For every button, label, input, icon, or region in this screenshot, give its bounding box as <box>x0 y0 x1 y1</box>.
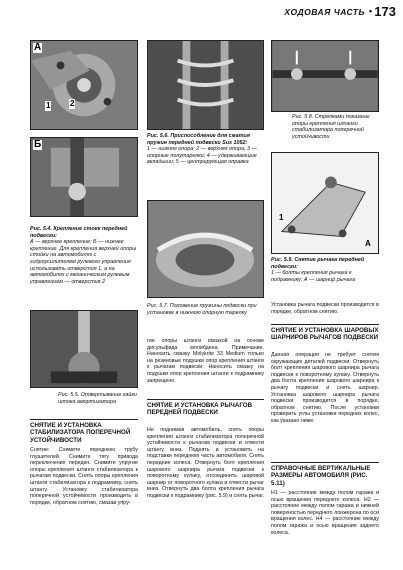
label-a: А <box>34 42 42 53</box>
figure-5-6-caption <box>147 133 264 166</box>
figure-5-6-photo <box>147 40 264 130</box>
label-b: Б <box>34 139 42 150</box>
spring-seat-image <box>148 201 263 297</box>
heading-rule <box>271 462 379 463</box>
section-heading-ball-joints: СНЯТИЕ И УСТАНОВКА ШАРОВЫХ ШАРНИРОВ РЫЧАГОВ ПОДВЕСКИ <box>271 327 379 342</box>
figure-5-4-photo-b <box>30 137 138 217</box>
spring-compressor-image <box>148 41 263 129</box>
heading-rule <box>271 324 379 325</box>
heading-rule <box>30 419 138 420</box>
caption-title: Рис. 5.4. Крепление стоек передней подвески: <box>30 226 128 239</box>
figure-5-9-caption <box>271 257 379 283</box>
arm-install-text: Установка рычага подвески производится в порядке, обратном снятию. <box>271 302 379 315</box>
section-title: ХОДОВАЯ ЧАСТЬ <box>284 7 365 17</box>
figure-5-4-caption <box>30 226 138 285</box>
figure-5-7-photo <box>147 200 264 298</box>
heading-rule <box>147 399 264 400</box>
lower-arm-drawing <box>272 153 378 253</box>
section-heading-arms: СНЯТИЕ И УСТАНОВКА РЫЧАГОВ ПЕРЕДНЕЙ ПОДВЕСКИ <box>147 402 253 417</box>
page-header <box>0 4 403 20</box>
figure-5-7-caption: Рис. 5.7. Положение пружины подвески при установке в нижнюю опорную тарелку <box>147 303 257 316</box>
stabilizer-text: Снятие: Снимите переднюю трубу глушителей. Снимите тягу привода переключения передач. Снимите упругие опоры крепления штанги стабилизатора к рычагам подвески. Снять опоры крепления штанги стабилизатора к подрамнику, снять штангу. Установку стабилизатора поперечной устойчивости производить в порядке, обратном снятию, смазав упру- <box>30 447 138 506</box>
caption-body: 1 — болты крепления рычага к подрамнику; А — шарнир рычага <box>271 270 356 283</box>
figure-5-5-photo <box>30 310 138 388</box>
figure-5-8-caption: Рис. 5.8. Стрелками показаны опоры крепления штанги стабилизатора поперечной устойчивости <box>292 114 370 140</box>
header-bullet: • <box>368 6 372 16</box>
number-2: 2 <box>70 99 75 108</box>
label-a: А <box>365 239 371 248</box>
caption-body: А — верхнее крепление; Б — нижнее крепление. Для крепления верхней опоры стойки на автомобилях с гидроусилителем рулевого управления использовать отверстия 1, а на автомобилях с механическим рулевым управлением — отверстия 2 <box>30 239 137 285</box>
section-heading-dimensions: СПРАВОЧНЫЕ ВЕРТИКАЛЬНЫЕ РАЗМЕРЫ АВТОМОБИЛЯ (РИС. 5.11) <box>271 465 371 487</box>
stabilizer-mounts-image <box>272 41 378 111</box>
dimensions-text: Н1 — расстояние между полом гаража и осью вращения переднего колеса. Н2 — расстояние между полом гаража и нижней поверхностью переднего лонжерона по оси вращения колес. Н4 — расстояние между полом гаража и осью вращения заднего колеса. <box>271 490 379 536</box>
suspension-top-mount-image <box>31 41 137 129</box>
number-1: 1 <box>46 101 51 110</box>
figure-5-4-photo-a <box>30 40 138 130</box>
section-heading-stabilizer: СНЯТИЕ И УСТАНОВКА СТАБИЛИЗАТОРА ПОПЕРЕЧНОЙ УСТОЙЧИВОСТИ <box>30 422 131 444</box>
arms-removal-text: Не поднимая автомобиль, снять опоры крепления штанги стабилизатора поперечной устойчивости к рычагам подвески и отвести штангу вниз. Поднять и установить на подставки переднюю часть автомобиля. Снять передние колеса. Отвернуть болт крепления шарового шарнира рычага подвески к поворотному кулаку, отсоединить шаровой шарнир от поворотного кулака и отвести рычаг вниз. Отвернуть два болта крепления рычага подвески к подрамнику (рис. 5.9) и снять рычаг. <box>147 427 264 499</box>
ball-joints-text: Данная операция не требует снятия окружающих деталей подвески. Отвернуть болт крепления шарового шарнира рычага подвески к поворотному кулаку. Отвернуть два болта крепления шарового шарнира к рычагу подвески и снять шарнир. Установка шарового шарнира рычага подвески производится в порядке, обратном снятию. После установки проверить углы установки передних колес, как указано ниже. <box>271 352 379 424</box>
lubrication-note-text: гие опоры штанги смазкой на основе дисульфида молибдена. Примечание. Наносить смазку Molykote 33 Medium только на резиновые подушки опор крепления штанги к рычагам подвески. Наносить смазку на подушки опор крепления штанги к подрамнику запрещено. <box>147 338 264 384</box>
suspension-lower-mount-image <box>31 138 137 216</box>
page-number: 173 <box>374 4 396 19</box>
figure-5-8-photo <box>271 40 379 112</box>
figure-5-9-photo <box>271 152 379 254</box>
caption-title: Рис. 5.9. Снятие рычага передней подвески: <box>271 257 365 270</box>
number-1: 1 <box>279 213 284 222</box>
figure-5-5-caption: Рис. 5.5. Отвертывание гайки штока амортизатора <box>58 392 137 405</box>
caption-title: Рис. 5.6. Приспособление для сжатия пружин передней подвески Sus 1052: <box>147 133 250 146</box>
caption-body: 1 — нижняя опора; 2 — верхняя опора; 3 — опорные полутарелки; 4 — удерживающие вкладыши; 5 — центрирующая оправка <box>147 146 257 166</box>
strut-nut-image <box>31 311 137 387</box>
